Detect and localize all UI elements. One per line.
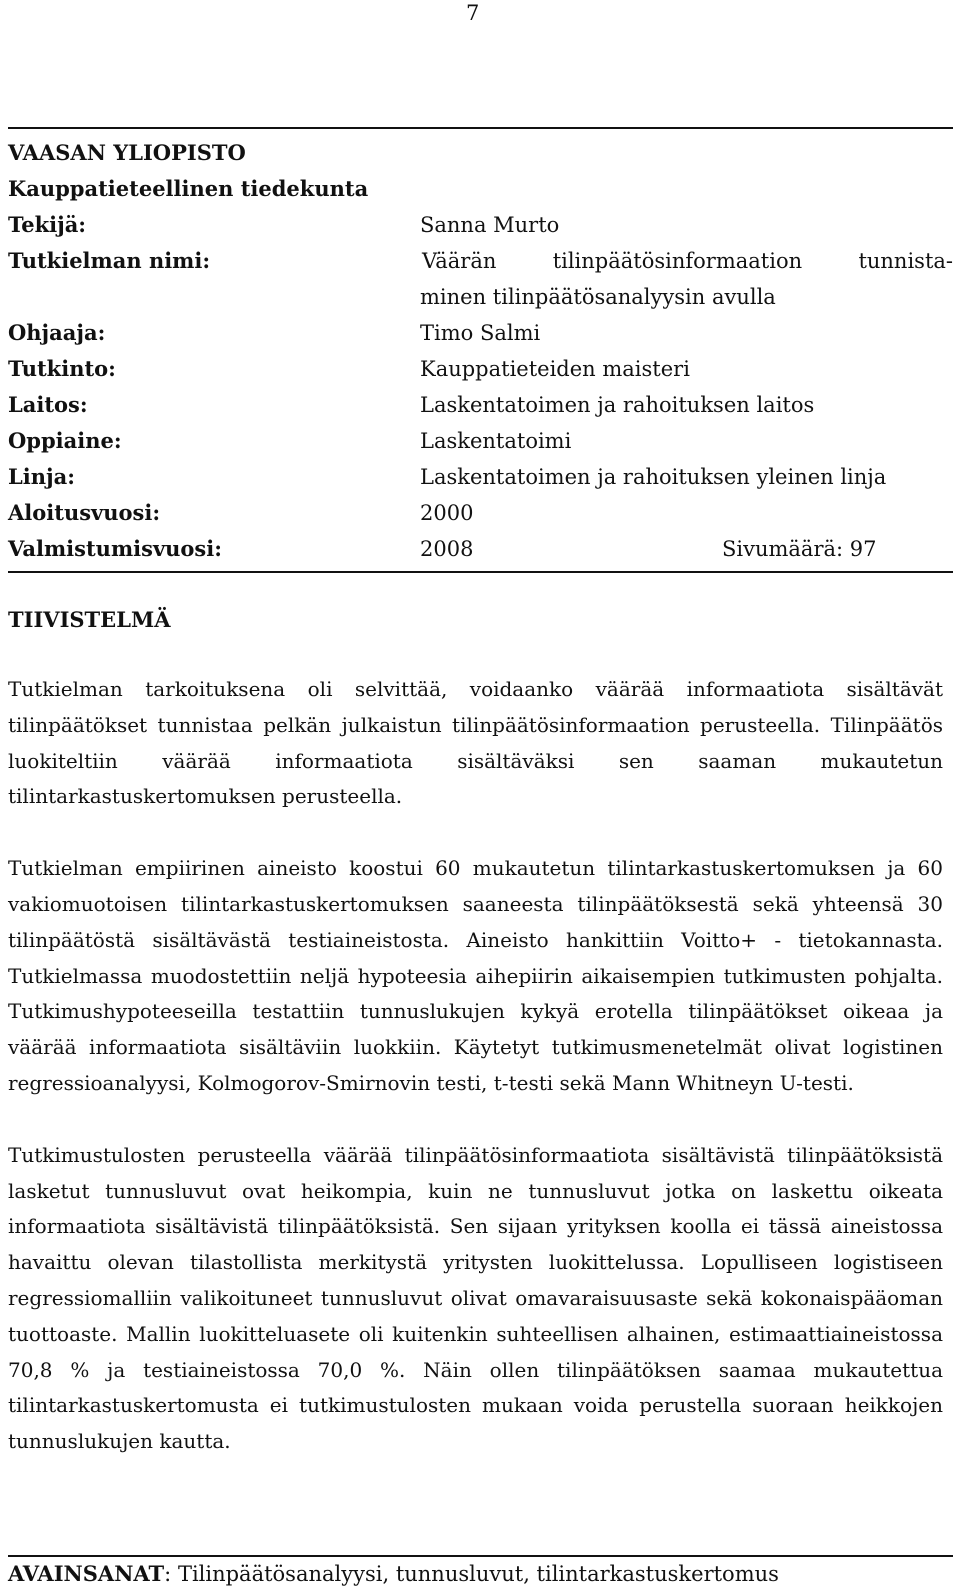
field-department	[8, 388, 953, 424]
field-thesis-title	[8, 244, 953, 280]
field-value-line1	[422, 244, 953, 278]
university-name: VAASAN YLIOPISTO	[8, 140, 246, 165]
field-start-year	[8, 496, 953, 532]
keywords	[8, 1558, 779, 1590]
field-major	[8, 424, 953, 460]
abstract-paragraph: Tutkimustulosten perusteella väärää tilinpäätösinformaatiota sisältävistä tilinpäätöksistä lasketut tunnusluvut ovat heikompia, kuin ne tunnusluvut jotka on laskettu oikeata informaatiota sisältävistä tilinpäätöksistä. Sen sijaan yrityksen koolla ei tässä aineistossa havaittu olevan tilastollista merkitystä yritysten luokittelussa. Lopulliseen logistiseen regressiomalliin valikoituneet tunnusluvut olivat omavaraisuusaste sekä kokonaispääoman tuottoaste. Mallin luokitteluasete oli kuitenkin suhteellisen alhainen, estimaattiaineistossa 70,8 % ja testiaineistossa 70,0 %. Näin ollen tilinpäätöksen saamaa mukautettua tilintarkastuskertomusta ei tutkimustulosten mukaan voida perustella suoraan heikkojen tunnuslukujen kautta.	[8, 1142, 943, 1454]
title-word: Väärän	[422, 249, 497, 273]
field-thesis-title-cont	[8, 280, 953, 316]
field-value: Sanna Murto	[420, 213, 560, 237]
title-word: tilinpäätösinformaation	[552, 249, 803, 273]
field-value: Laskentatoimen ja rahoituksen yleinen linja	[420, 465, 887, 489]
faculty-name: Kauppatieteellinen tiedekunta	[8, 176, 369, 201]
field-author	[8, 208, 953, 244]
field-degree	[8, 352, 953, 388]
field-value-line2: minen tilinpäätösanalyysin avulla	[420, 285, 776, 309]
abstract-title: TIIVISTELMÄ	[8, 607, 171, 632]
field-graduation-year	[8, 532, 953, 568]
field-value: Laskentatoimi	[420, 429, 572, 453]
title-word: tunnista-	[858, 249, 953, 273]
field-value: Timo Salmi	[420, 321, 541, 345]
field-label: Ohjaaja:	[8, 320, 106, 345]
field-value: 2000	[420, 501, 474, 525]
field-label: Valmistumisvuosi:	[8, 536, 222, 561]
abstract-body	[8, 672, 943, 1496]
footer-rule	[8, 1555, 953, 1557]
field-value: Kauppatieteiden maisteri	[420, 357, 690, 381]
keywords-value: Tilinpäätösanalyysi, tunnusluvut, tilintarkastuskertomus	[177, 1562, 779, 1586]
thesis-info-header	[8, 136, 953, 568]
abstract-paragraph: Tutkielman empiirinen aineisto koostui 60 mukautetun tilintarkastuskertomuksen ja 60 vakiomuotoisen tilintarkastuskertomuksen saaneesta tilinpäätöksestä sekä yhteensä 30 tilinpäätöstä sisältävästä testiaineistosta. Aineisto hankittiin Voitto+ - tietokannasta. Tutkielmassa muodostettiin neljä hypoteesia aihepiirin aikaisempien tutkimusten pohjalta. Tutkimushypoteeseilla testattiin tunnuslukujen kykyä erotella tilinpäätökset oikeaa ja väärää informaatiota sisältäviin luokkiin. Käytetyt tutkimusmenetelmät olivat logistinen regressioanalyysi, Kolmogorov-Smirnovin testi, t-testi sekä Mann Whitneyn U-testi.	[8, 856, 943, 1095]
top-rule	[8, 127, 953, 129]
field-label: Tutkinto:	[8, 356, 116, 381]
field-label: Tekijä:	[8, 212, 87, 237]
keywords-label: AVAINSANAT	[8, 1561, 165, 1586]
field-label: Aloitusvuosi:	[8, 500, 161, 525]
field-label: Tutkielman nimi:	[8, 248, 211, 273]
field-label: Linja:	[8, 464, 75, 489]
field-label: Laitos:	[8, 392, 88, 417]
field-supervisor	[8, 316, 953, 352]
field-value: 2008	[420, 537, 474, 561]
keywords-separator: :	[164, 1562, 178, 1586]
field-line	[8, 460, 953, 496]
page-number: 7	[466, 1, 480, 25]
field-value: Laskentatoimen ja rahoituksen laitos	[420, 393, 815, 417]
field-label: Oppiaine:	[8, 428, 122, 453]
page-count: Sivumäärä: 97	[722, 537, 877, 561]
abstract-paragraph: Tutkielman tarkoituksena oli selvittää, voidaanko väärää informaatiota sisältävät tilinpäätökset tunnistaa pelkän julkaistun tilinpäätösinformaation perusteella. Tilinpäätös luokiteltiin väärää informaatiota sisältäväksi sen saaman mukautetun tilintarkastuskertomuksen perusteella.	[8, 677, 943, 809]
header-divider	[8, 571, 953, 573]
